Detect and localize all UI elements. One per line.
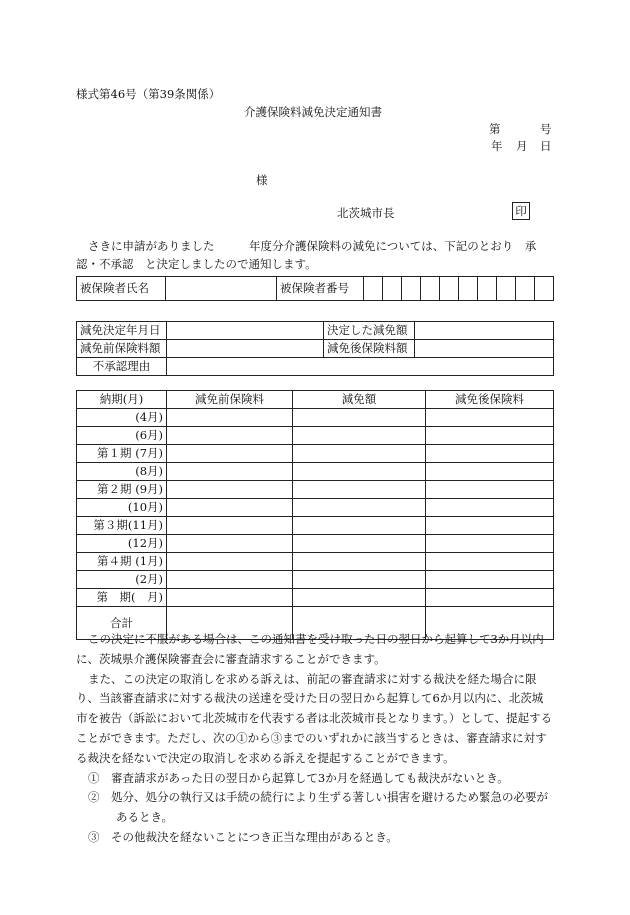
after-amount-label: 減免後保険料額	[324, 340, 415, 358]
installment-period: (4月)	[77, 409, 167, 427]
installment-value-cell	[167, 445, 293, 463]
installment-period: 第２期 (9月)	[77, 481, 167, 499]
installment-row	[77, 409, 554, 427]
installment-period: (2月)	[77, 571, 167, 589]
installment-value-cell	[167, 589, 293, 607]
insured-number-box	[421, 277, 440, 301]
installment-row	[77, 481, 554, 499]
installment-value-cell	[426, 589, 554, 607]
insured-name-label: 被保険者氏名	[77, 277, 166, 301]
installment-value-cell	[167, 409, 293, 427]
notice-item-2: ② 処分、処分の執行又は手続の続行により生ずる著しい損害を避けるため緊急の必要があるとき。	[88, 790, 548, 825]
after-amount-cell	[415, 340, 554, 358]
installment-value-cell	[167, 517, 293, 535]
date-month: 月	[516, 139, 528, 153]
installment-row	[77, 445, 554, 463]
before-amount-label: 減免前保険料額	[77, 340, 167, 358]
decision-date-label: 減免決定年月日	[77, 322, 167, 340]
installment-value-cell	[426, 553, 554, 571]
seal-stamp: 印	[512, 202, 530, 220]
installment-value-cell	[426, 409, 554, 427]
date-year: 年	[491, 139, 503, 153]
insured-number-box	[402, 277, 421, 301]
installment-value-cell	[293, 517, 426, 535]
insured-number-label: 被保険者番号	[277, 277, 364, 301]
installment-value-cell	[167, 535, 293, 553]
insured-table	[76, 276, 554, 301]
installment-period: (10月)	[77, 499, 167, 517]
installment-value-cell	[293, 589, 426, 607]
insured-number-box	[516, 277, 535, 301]
intro-line-2: 認・不承認 と決定しましたので通知します。	[76, 257, 317, 271]
installment-value-cell	[426, 427, 554, 445]
installment-value-cell	[426, 445, 554, 463]
installment-period: (12月)	[77, 535, 167, 553]
insured-number-box	[459, 277, 478, 301]
installment-row	[77, 499, 554, 517]
installment-value-cell	[293, 409, 426, 427]
installment-row	[77, 589, 554, 607]
installment-period: 第１期 (7月)	[77, 445, 167, 463]
recipient-suffix: 様	[256, 173, 268, 187]
installment-value-cell	[293, 481, 426, 499]
decided-amount-label: 決定した減免額	[324, 322, 415, 340]
installments-header: 納期(月)	[77, 391, 167, 409]
notice-text	[76, 630, 554, 848]
installment-value-cell	[426, 571, 554, 589]
insured-number-box	[497, 277, 516, 301]
installment-period: 第 期( 月)	[77, 589, 167, 607]
insured-number-box	[478, 277, 497, 301]
doc-number-suffix: 号	[540, 122, 552, 136]
insured-number-box	[535, 277, 554, 301]
installment-value-cell	[293, 463, 426, 481]
installments-header: 減免額	[293, 391, 426, 409]
decision-date-cell	[167, 322, 324, 340]
decided-amount-cell	[415, 322, 554, 340]
decision-table	[76, 321, 554, 376]
insured-number-box	[364, 277, 383, 301]
notice-item-3: ③ その他裁決を経ないことにつき正当な理由があるとき。	[88, 829, 398, 844]
installment-value-cell	[293, 553, 426, 571]
installment-total-label: 合計	[77, 607, 167, 640]
installment-value-cell	[293, 535, 426, 553]
installment-period: 第３期(11月)	[77, 517, 167, 535]
document-title: 介護保険料減免決定通知書	[244, 105, 382, 119]
installment-value-cell	[167, 571, 293, 589]
installment-row	[77, 535, 554, 553]
installment-value-cell	[426, 499, 554, 517]
installment-row	[77, 463, 554, 481]
installment-row	[77, 553, 554, 571]
form-number: 様式第46号（第39条関係）	[76, 87, 221, 101]
installment-row	[77, 571, 554, 589]
installment-period: (6月)	[77, 427, 167, 445]
installment-row	[77, 427, 554, 445]
installment-value-cell	[167, 499, 293, 517]
installment-value-cell	[167, 463, 293, 481]
installment-value-cell	[167, 553, 293, 571]
intro-line-1: さきに申請がありました 年度分介護保険料の減免については、下記のとおり 承	[88, 239, 537, 253]
installment-value-cell	[293, 571, 426, 589]
installment-row	[77, 517, 554, 535]
notice-paragraph-2: また、この決定の取消しを求める訴えは、前記の審査請求に対する裁決を経た場合に限り、当該審査請求に対する裁決の送達を受けた日の翌日から起算して6か月以内に、北茨城市を被告（訴訟において北茨城市を代表する者は北茨城市長となります。）として、提起することができます。ただし、次の①から③までのいずれかに該当するときは、審査請求に対する裁決を経ないで決定の取消しを求める訴えを提起することができます。	[76, 671, 553, 765]
doc-number-prefix: 第	[489, 122, 501, 136]
notice-paragraph-1: この決定に不服がある場合は、この通知書を受け取った日の翌日から起算して3か月以内に、茨城県介護保険審査会に審査請求することができます。	[76, 632, 544, 666]
installment-value-cell	[293, 427, 426, 445]
installments-header: 減免前保険料	[167, 391, 293, 409]
insured-number-box	[383, 277, 402, 301]
installment-value-cell	[426, 463, 554, 481]
date-day: 日	[540, 139, 552, 153]
installments-header: 減免後保険料	[426, 391, 554, 409]
reason-cell	[167, 358, 554, 376]
installment-value-cell	[167, 481, 293, 499]
before-amount-cell	[167, 340, 324, 358]
issuer: 北茨城市長	[337, 206, 395, 220]
reason-label: 不承認理由	[77, 358, 167, 376]
installment-value-cell	[167, 427, 293, 445]
insured-number-box	[440, 277, 459, 301]
insured-name-cell	[166, 277, 277, 301]
notice-item-1: ① 審査請求があった日の翌日から起算して3か月を経過しても裁決がないとき。	[88, 770, 509, 785]
installment-value-cell	[426, 535, 554, 553]
installment-period: 第４期 (1月)	[77, 553, 167, 571]
installment-value-cell	[293, 445, 426, 463]
installment-value-cell	[293, 499, 426, 517]
installment-value-cell	[426, 481, 554, 499]
installment-period: (8月)	[77, 463, 167, 481]
installment-value-cell	[426, 517, 554, 535]
installments-table	[76, 390, 554, 640]
